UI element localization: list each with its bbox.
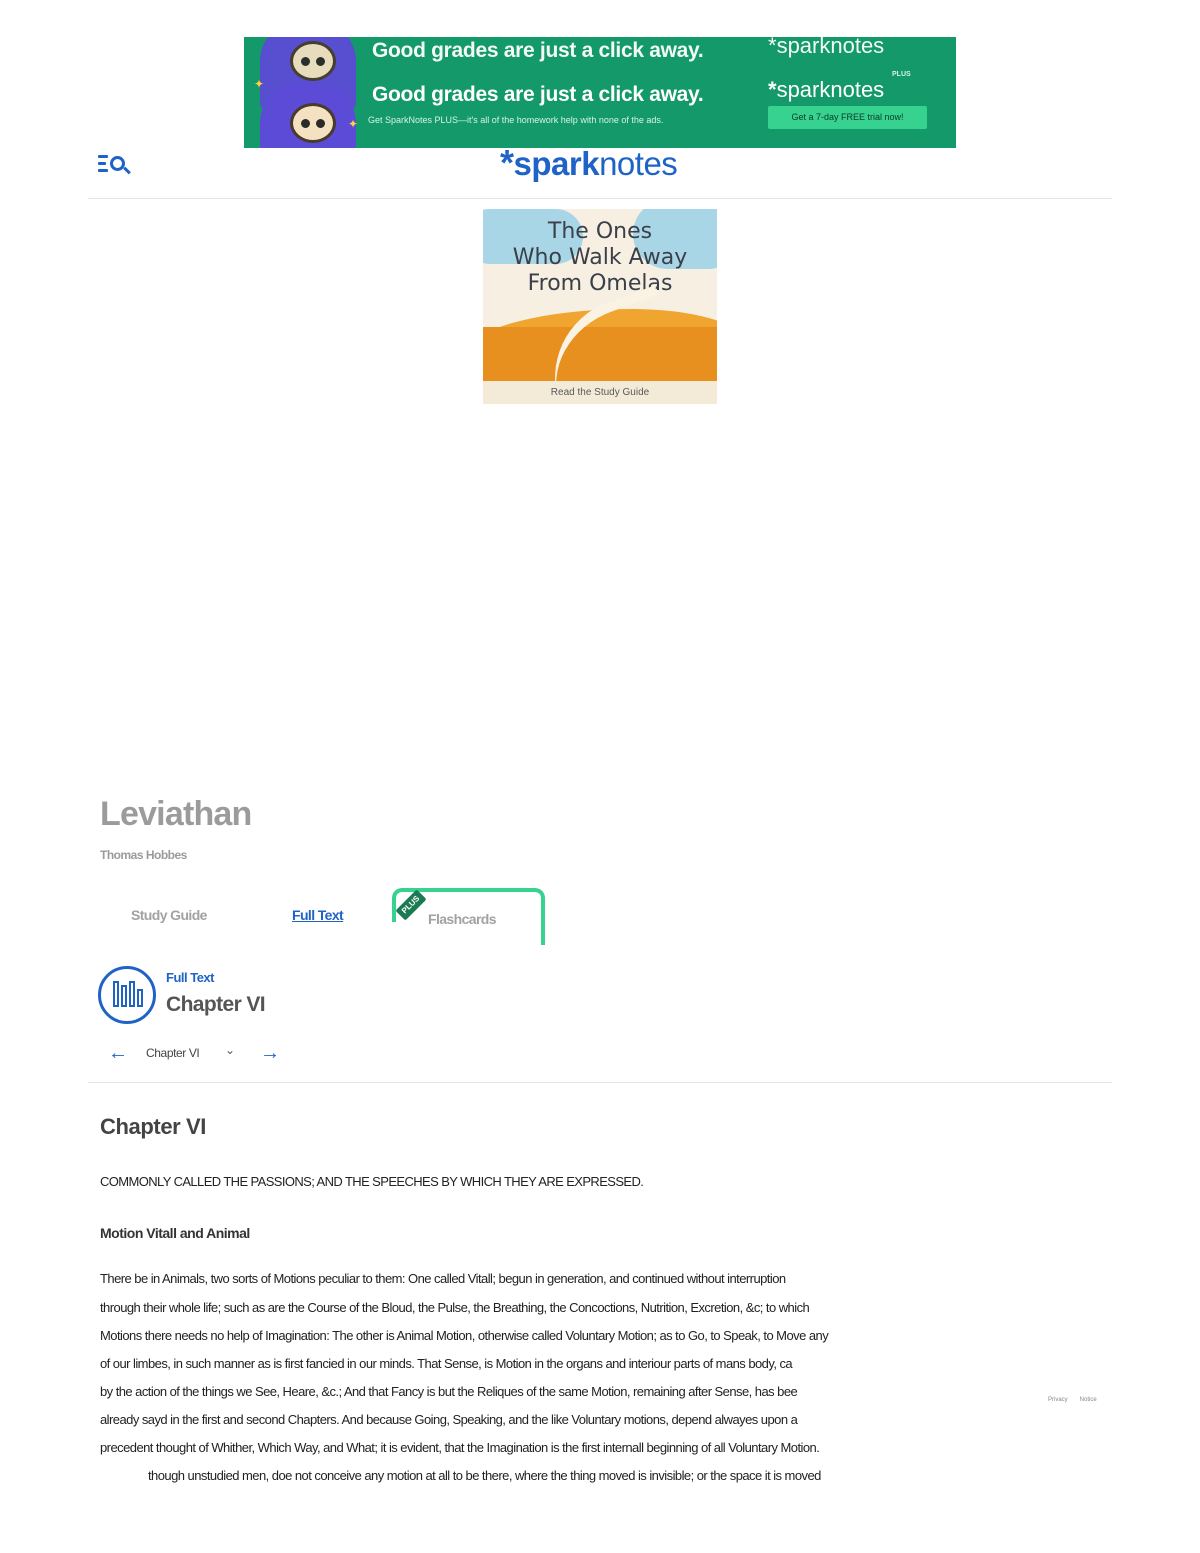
plus-badge: PLUS xyxy=(395,889,426,920)
text-line: precedent thought of Whither, Which Way, and What; it is evident, that the Imagination is the first internall beginning of all Voluntary Motion. xyxy=(100,1440,820,1455)
ad-headline: Good grades are just a click away. xyxy=(372,83,704,106)
ad-banner-main-row xyxy=(244,71,956,137)
tab-study-guide[interactable]: Study Guide xyxy=(131,907,207,923)
ad-headline-ghost: Good grades are just a click away. xyxy=(372,39,704,62)
paragraph-heading: Motion Vitall and Animal xyxy=(100,1225,250,1241)
ad-banner[interactable] xyxy=(244,37,956,148)
books-icon xyxy=(98,966,156,1024)
menu-search-icon[interactable] xyxy=(98,152,134,178)
tab-flashcards[interactable]: Flashcards xyxy=(428,911,496,927)
notice-link[interactable]: Notice xyxy=(1079,1397,1097,1403)
chevron-down-icon[interactable]: ⌄ xyxy=(225,1043,236,1057)
promo-footer: Read the Study Guide xyxy=(483,381,717,404)
text-line: though unstudied men, doe not conceive any motion at all to be there, where the thing moved is invisible; or the space it is moved xyxy=(148,1468,821,1483)
star-icon: ✦ xyxy=(348,117,359,131)
sparknotes-logo[interactable]: *sparknotes xyxy=(500,142,678,183)
ad-logo-ghost: *sparknotes xyxy=(768,37,885,58)
arrow-right-icon[interactable]: → xyxy=(260,1042,280,1064)
text-line: by the action of the things we See, Heare, &c.; And that Fancy is but the Reliques of the same Motion, remaining after Sense, has bee xyxy=(100,1384,798,1399)
ad-subtext: Get SparkNotes PLUS—it's all of the homework help with none of the ads. xyxy=(368,115,664,125)
text-line: already sayd in the first and second Chapters. And because Going, Speaking, and the like Voluntary motions, depend alwayes upon a xyxy=(100,1412,798,1427)
tab-full-text[interactable]: Full Text xyxy=(292,907,344,923)
cat-mascot-icon xyxy=(260,83,359,148)
star-icon: ✦ xyxy=(254,77,265,91)
arrow-left-icon[interactable]: ← xyxy=(108,1042,128,1064)
text-line: of our limbes, in such manner as is first fancied in our minds. That Sense, is Motion in the organs and interiour parts of mans body, ca xyxy=(100,1356,793,1371)
text-line: Motions there needs no help of Imagination: The other is Animal Motion, otherwise called Voluntary Motion; as to Go, to Speak, to Move any xyxy=(100,1328,829,1343)
ad-logo: *sparknotes xyxy=(768,77,885,102)
book-author[interactable]: Thomas Hobbes xyxy=(100,848,187,862)
text-line: There be in Animals, two sorts of Motions peculiar to them: One called Vitall; begun in generation, and continued without interruption xyxy=(100,1271,786,1286)
section-divider xyxy=(88,1082,1112,1083)
book-title: Leviathan xyxy=(100,795,252,833)
text-line: through their whole life; such as are the Course of the Bloud, the Pulse, the Breathing, the Concoctions, Nutrition, Excretion, &c; to which xyxy=(100,1300,810,1315)
privacy-link[interactable]: Privacy xyxy=(1048,1397,1068,1403)
header-divider xyxy=(88,198,1112,199)
chapter-select[interactable]: Chapter VI xyxy=(146,1046,200,1060)
ad-banner-ghost-row xyxy=(244,37,956,75)
section-title: Chapter VI xyxy=(166,993,266,1016)
promo-title: The Ones Who Walk Away From Omelas xyxy=(512,219,688,296)
section-label[interactable]: Full Text xyxy=(166,970,214,985)
chapter-heading: Chapter VI xyxy=(100,1114,207,1139)
privacy-links[interactable] xyxy=(1048,1397,1109,1403)
promo-study-guide-image[interactable] xyxy=(483,209,717,404)
ad-plus-label: PLUS xyxy=(892,71,911,78)
chapter-subheading: COMMONLY CALLED THE PASSIONS; AND THE SPEECHES BY WHICH THEY ARE EXPRESSED. xyxy=(100,1174,644,1189)
ad-cta-button[interactable]: Get a 7-day FREE trial now! xyxy=(768,106,927,129)
